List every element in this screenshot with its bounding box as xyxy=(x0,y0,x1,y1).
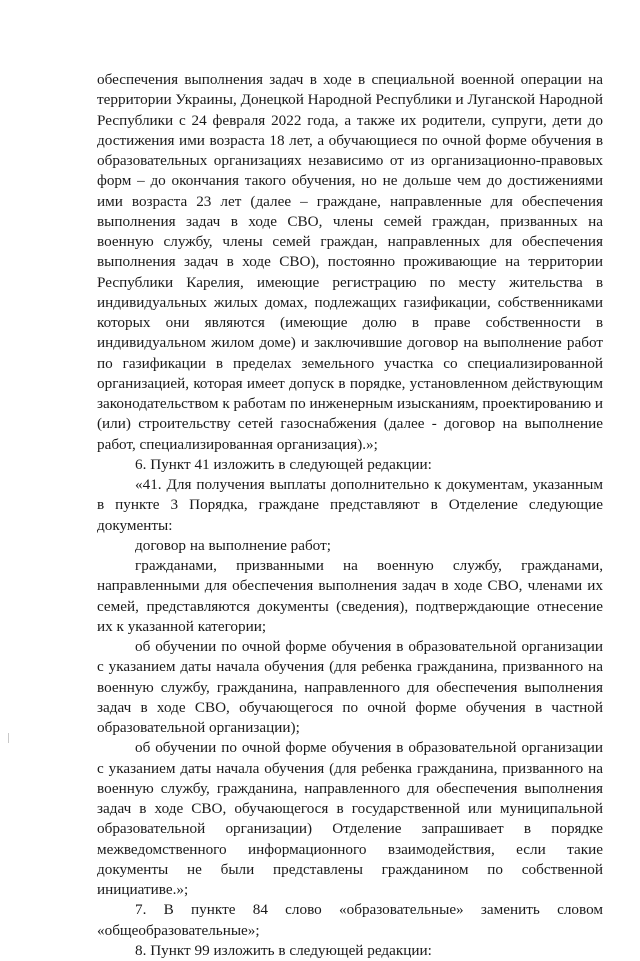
paragraph-public-education: об обучении по очной форме обучения в образовательной организации с указанием даты начала обучения (для ребенка гражданина, призванного на военную службу, гражданина, направленного для обеспечения выполнения задач в ходе СВО, обучающегося в государственной или муниципальной образовательной организации) Отделение запрашивает в порядке межведомственного информационного взаимодействия, если такие документы не были представлены гражданином по собственной инициативе.»; xyxy=(97,739,603,898)
paragraph-category-documents: гражданами, призванными на военную службу, гражданами, направленными для обеспечения выполнения задач в ходе СВО, членами их семей, представляются документы (сведения), подтверждающие отнесение их к указанной категории; xyxy=(97,557,603,635)
paragraph-contract: договор на выполнение работ; xyxy=(135,536,331,554)
document-body xyxy=(97,70,603,961)
scan-artifact-mark xyxy=(8,733,9,743)
paragraph-continuation: обеспечения выполнения задач в ходе в специальной военной операции на территории Украины, Донецкой Народной Республики и Луганской Народной Республики с 24 февраля 2022 года, а также их родители, супруги, дети до достижения ими возраста 18 лет, а обучающиеся по очной форме обучения в образовательных организациях независимо от из организационно-правовых форм – до окончания такого обучения, но не дольше чем до достижениями ими возраста 23 лет (далее – граждане, направленные для обеспечения выполнения задач в ходе СВО, члены семей граждан, призванных на военную службу, члены семей граждан, направленных для обеспечения выполнения задач в ходе СВО), постоянно проживающие на территории Республики Карелия, имеющие регистрацию по месту жительства в индивидуальных жилых домах, подлежащих газификации, собственниками которых они являются (имеющие долю в праве собственности в индивидуальном жилом доме) и заключившие договор на выполнение работ по газификации в пределах земельного участка со специализированной организацией, которая имеет допуск в порядке, установленном действующим законодательством к работам по инженерным изысканиям, проектированию и (или) строительству сетей газоснабжения (далее - договор на выполнение работ, специализированная организация).»; xyxy=(97,71,603,453)
paragraph-private-education: об обучении по очной форме обучения в образовательной организации с указанием даты начала обучения (для ребенка гражданина, призванного на военную службу, гражданина, направленного для обеспечения выполнения задач в ходе СВО, обучающегося по очной форме обучения в частной образовательной организации); xyxy=(97,638,603,736)
paragraph-item-6: 6. Пункт 41 изложить в следующей редакции: xyxy=(135,455,432,473)
paragraph-item-8: 8. Пункт 99 изложить в следующей редакции: xyxy=(135,941,432,959)
paragraph-point-41: «41. Для получения выплаты дополнительно к документам, указанным в пункте 3 Порядка, граждане представляют в Отделение следующие документы: xyxy=(97,476,603,534)
paragraph-item-7: 7. В пункте 84 слово «образовательные» заменить словом «общеобразовательные»; xyxy=(97,901,603,939)
